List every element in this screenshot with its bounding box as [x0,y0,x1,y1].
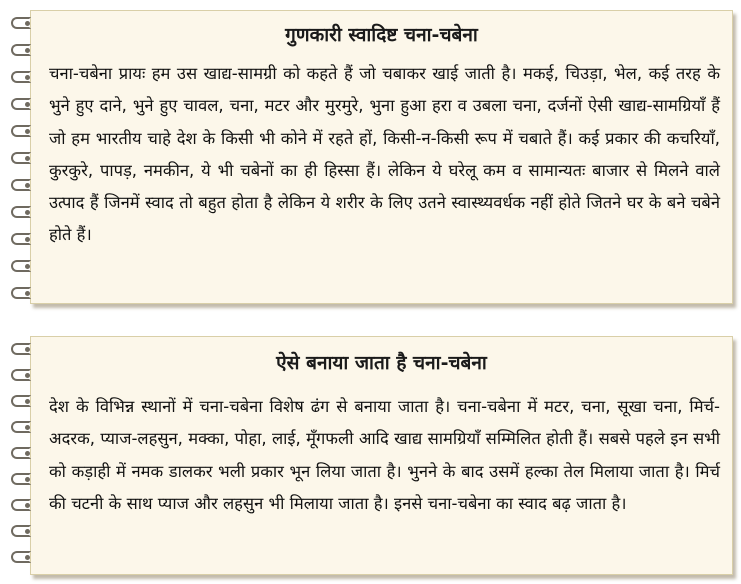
spiral-ring-icon [11,44,31,56]
spiral-ring-icon [11,17,31,29]
spiral-ring-icon [11,421,31,433]
section-title: ऐसे बनाया जाता है चना-चबेना [276,352,487,374]
spiral-ring-icon [11,473,31,485]
spiral-ring-icon [11,206,31,218]
notepad-card-1 [30,10,733,304]
spiral-ring-icon [11,499,31,511]
spiral-ring-icon [11,395,31,407]
spiral-binding [11,11,41,303]
spiral-ring-icon [11,287,31,299]
spiral-ring-icon [11,343,31,355]
spiral-ring-icon [11,152,31,164]
spiral-ring-icon [11,98,31,110]
spiral-ring-icon [11,369,31,381]
spiral-ring-icon [11,447,31,459]
spiral-ring-icon [11,260,31,272]
spiral-ring-icon [11,233,31,245]
notepad-card-2 [30,336,733,575]
spiral-ring-icon [11,525,31,537]
spiral-ring-icon [11,179,31,191]
spiral-ring-icon [11,551,31,563]
section-paragraph: चना-चबेना प्रायः हम उस खाद्य-सामग्री को कहते हैं जो चबाकर खाई जाती है। मकई, चिउड़ा, भेल, कई तरह के भुने हुए दाने, भुने हुए चावल, चना, मटर और मुरमुरे, भुना हुआ हरा व उबला चना, दर्जनों ऐसी खाद्य-सामग्रियाँ हैं जो हम भारतीय चाहे देश के किसी भी कोने में रहते हों, किसी-न-किसी रूप में चबाते हैं। कई प्रकार की कचरियाँ, कुरकुरे, पापड़, नमकीन, ये भी चबेनों का ही हिस्सा हैं। लेकिन ये घरेलू कम व सामान्यतः बाजार से मिलने वाले उत्पाद हैं जिनमें स्वाद तो बहुत होता है लेकिन ये शरीर के लिए उतने स्वास्थ्यवर्धक नहीं होते जितने घर के बने चबेने होते हैं। [49,64,720,245]
section-paragraph: देश के विभिन्न स्थानों में चना-चबेना विशेष ढंग से बनाया जाता है। चना-चबेना में मटर, चना, सूखा चना, मिर्च-अदरक, प्याज-लहसुन, मक्का, पोहा, लाई, मूँगफली आदि खाद्य सामग्रियाँ सम्मिलित होती हैं। सबसे पहले इन सभी को कड़ाही में नमक डालकर भली प्रकार भून लिया जाता है। भुनने के बाद उसमें हल्का तेल मिलाया जाता है। मिर्च की चटनी के साथ प्याज और लहसुन भी मिलाया जाता है। इनसे चना-चबेना का स्वाद बढ़ जाता है। [49,397,720,513]
spiral-ring-icon [11,125,31,137]
spiral-ring-icon [11,71,31,83]
section-title: गुणकारी स्वादिष्ट चना-चबेना [285,24,478,46]
